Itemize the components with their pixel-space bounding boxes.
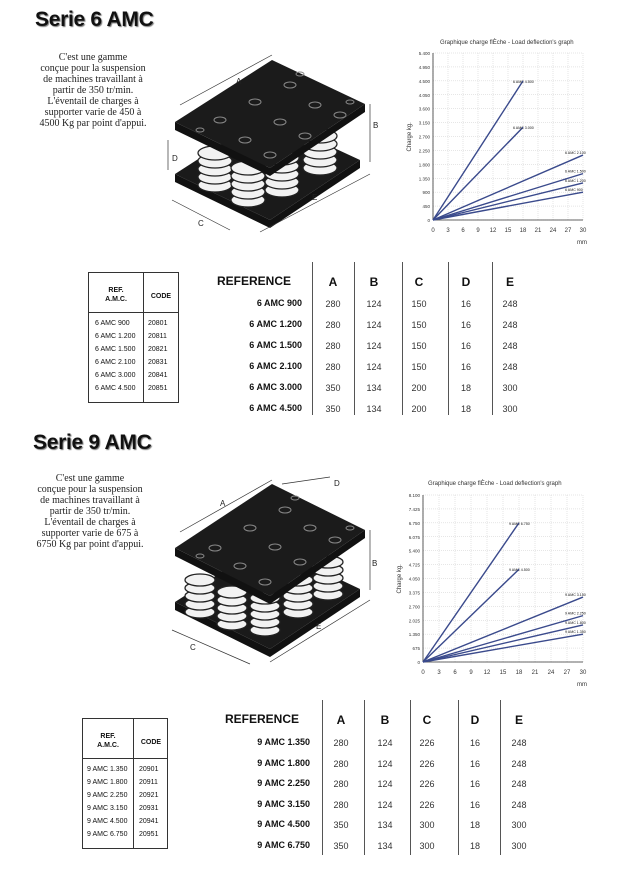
ref-table-reference-cell: 6 AMC 3.000: [249, 382, 302, 392]
ref-table-value-cell: 150: [411, 299, 427, 309]
description-line: conçue pour la suspension: [40, 63, 146, 74]
code-table-ref-cell: 6 AMC 900: [95, 320, 130, 327]
ref-table-header: A: [336, 713, 346, 727]
code-table-code-cell: 20921: [139, 792, 159, 799]
ref-table-value-cell: 16: [469, 779, 480, 789]
ref-table-value-cell: 16: [460, 341, 471, 351]
description-line: partir de 350 tr/min.: [49, 506, 131, 517]
code-table-code-cell: 20951: [139, 831, 159, 838]
y-tick-label: 4.725: [408, 562, 420, 568]
code-table-ref-cell: 9 AMC 1.350: [87, 766, 128, 773]
code-table-ref-cell: 6 AMC 1.200: [95, 333, 136, 340]
x-tick-label: 6: [453, 670, 457, 676]
ref-table-value-cell: 124: [377, 758, 393, 769]
code-table-ref-cell: 6 AMC 1.500: [95, 346, 136, 353]
series-label: 6 AMC 2.100: [565, 151, 586, 156]
ref-table-value-cell: 248: [511, 799, 527, 810]
ref-table-value-cell: 248: [511, 779, 527, 789]
ref-table-value-cell: 16: [469, 758, 480, 769]
series-label: 6 AMC 900: [565, 188, 583, 193]
code-table-ref-cell: 6 AMC 4.500: [95, 385, 136, 392]
ref-table-value-cell: 124: [366, 362, 382, 372]
table-column-divider: [322, 700, 323, 855]
dim-label-e: E: [312, 193, 318, 202]
x-tick-label: 3: [437, 670, 441, 676]
ref-table-value-cell: 300: [419, 820, 435, 830]
y-tick-label: 450: [422, 204, 430, 210]
table-column-divider: [458, 700, 459, 855]
code-table-ref-header: [83, 732, 133, 750]
ref-table-value-cell: 300: [511, 820, 527, 830]
ref-table-header: D: [470, 713, 480, 727]
ref-table-value-cell: 124: [366, 341, 382, 351]
code-table-code-cell: 20911: [139, 779, 158, 786]
ref-table-value-cell: 226: [419, 779, 435, 789]
ref-table-value-cell: 18: [460, 404, 471, 414]
code-table-ref-cell: 9 AMC 2.250: [87, 792, 128, 799]
dim-label-e: E: [316, 622, 322, 631]
description-line: C'est une gamme: [55, 473, 125, 484]
code-table-code-cell: 20851: [148, 385, 168, 392]
x-tick-label: 18: [519, 228, 527, 234]
code-table-code-cell: 20941: [139, 818, 159, 825]
ref-table-header: C: [422, 713, 432, 727]
series-label: 6 AMC 4.500: [513, 79, 534, 84]
code-table-code-cell: 20931: [139, 805, 159, 812]
ref-table-value-cell: 350: [325, 404, 341, 414]
ref-table-header-reference: REFERENCE: [217, 274, 292, 288]
series-label: 9 AMC 1.800: [565, 620, 586, 625]
y-tick-label: 1.350: [418, 176, 430, 182]
ref-table-value-cell: 16: [460, 362, 471, 372]
dim-label-a: A: [220, 499, 226, 508]
series-line: [423, 597, 583, 662]
dim-label-d: D: [334, 479, 340, 488]
series-label: 6 AMC 3.000: [513, 126, 534, 131]
ref-table-reference-cell: 6 AMC 2.100: [249, 361, 302, 371]
ref-table-value-cell: 18: [469, 840, 480, 851]
dim-label-b: B: [372, 559, 378, 568]
description-line: de machines travaillant à: [40, 495, 140, 506]
y-tick-label: 4.050: [408, 576, 420, 582]
ref-table-value-cell: 134: [377, 840, 393, 851]
ref-table-value-cell: 350: [325, 383, 341, 393]
ref-table-header: B: [380, 713, 390, 727]
table-column-divider: [364, 700, 365, 855]
ref-table-reference-cell: 9 AMC 1.800: [257, 757, 310, 768]
ref-table-header: D: [461, 275, 471, 289]
code-table-ref-header-line1: REF.: [108, 287, 124, 294]
x-tick-label: 21: [534, 228, 542, 234]
code-table-row: [83, 789, 167, 802]
x-axis-label: mm: [577, 240, 587, 246]
y-tick-label: 4.950: [418, 64, 430, 70]
dim-label-d: D: [172, 154, 178, 163]
series-label: 9 AMC 1.350: [565, 630, 586, 635]
x-tick-label: 24: [547, 670, 555, 676]
description-line: supporter varie de 675 à: [41, 528, 139, 539]
y-tick-label: 4.050: [418, 92, 430, 98]
ref-table-value-cell: 150: [411, 320, 427, 330]
x-tick-label: 27: [564, 228, 572, 234]
chart-2-title: Graphique charge flÈche - Load deflection's graph: [428, 481, 562, 487]
x-tick-label: 0: [421, 670, 425, 676]
description-line: 4500 Kg par point d'appui.: [39, 118, 147, 129]
ref-table-value-cell: 16: [469, 799, 480, 810]
x-tick-label: 6: [461, 228, 465, 234]
y-tick-label: 2.700: [418, 134, 430, 140]
x-tick-label: 9: [469, 670, 473, 676]
description-line: L'éventail de charges à: [47, 96, 139, 107]
ref-table-value-cell: 350: [333, 820, 349, 830]
ref-table-value-cell: 124: [377, 738, 393, 748]
y-tick-label: 4.500: [418, 78, 430, 84]
ref-table-value-cell: 248: [511, 758, 527, 769]
ref-table-value-cell: 280: [325, 362, 341, 372]
ref-table-reference-cell: 9 AMC 2.250: [257, 778, 310, 788]
dim-label-b: B: [373, 121, 379, 130]
y-tick-label: 2.250: [418, 148, 430, 154]
x-tick-label: 21: [531, 670, 539, 676]
y-tick-label: 675: [412, 646, 420, 652]
ref-table-value-cell: 134: [366, 383, 382, 393]
ref-table-value-cell: 350: [333, 840, 349, 851]
y-tick-label: 3.150: [418, 120, 430, 126]
ref-table-value-cell: 300: [502, 404, 518, 414]
description-line: 6750 Kg par point d'appui.: [36, 539, 144, 550]
ref-table-value-cell: 150: [411, 362, 427, 372]
spring: [185, 574, 215, 618]
code-table-row: [83, 828, 167, 841]
serie-9-product-illustration: [160, 472, 400, 667]
ref-table-value-cell: 248: [502, 320, 518, 330]
dim-label-a: A: [236, 77, 242, 86]
ref-table-value-cell: 280: [325, 341, 341, 351]
ref-table-value-cell: 134: [366, 404, 382, 414]
ref-table-value-cell: 150: [411, 341, 427, 351]
code-table-row: [83, 802, 167, 815]
ref-table-header: B: [369, 275, 379, 289]
y-tick-label: 1.350: [408, 632, 420, 638]
code-table-ref-cell: 9 AMC 1.800: [87, 779, 128, 786]
ref-table-value-cell: 280: [325, 299, 341, 309]
chart-1-title: Graphique charge flÈche - Load deflection's graph: [440, 40, 574, 46]
y-tick-label: 5.400: [418, 51, 430, 56]
y-tick-label: 3.600: [418, 106, 430, 112]
dim-label-c: C: [190, 643, 196, 652]
serie-9-title: Serie 9 AMC: [33, 431, 152, 454]
table-column-divider: [500, 700, 501, 855]
ref-table-value-cell: 16: [469, 738, 480, 748]
series-label: 9 AMC 3.150: [565, 593, 586, 598]
dim-label-c: C: [198, 219, 204, 228]
description-line: C'est une gamme: [58, 52, 128, 63]
y-tick-label: 900: [422, 190, 430, 196]
y-tick-label: 0: [417, 660, 420, 665]
series-label: 9 AMC 2.250: [565, 611, 586, 616]
code-table-row: [83, 763, 167, 776]
serie-9-code-table: [82, 718, 168, 849]
y-tick-label: 0: [427, 218, 430, 223]
ref-table-header: A: [328, 275, 338, 289]
ref-table-value-cell: 16: [460, 320, 471, 330]
serie-9-description: [25, 473, 155, 550]
code-table-ref-cell: 9 AMC 6.750: [87, 831, 128, 838]
x-tick-label: 12: [483, 670, 491, 676]
y-tick-label: 2.700: [408, 604, 420, 610]
ref-table-reference-cell: 9 AMC 6.750: [257, 839, 310, 850]
ref-table-reference-cell: 6 AMC 900: [256, 298, 302, 308]
ref-table-reference-cell: 6 AMC 1.500: [249, 340, 302, 350]
description-line: L'éventail de charges à: [44, 517, 136, 528]
series-label: 9 AMC 4.500: [509, 568, 530, 573]
series-label: 6 AMC 1.200: [565, 178, 586, 183]
chart-2-load-deflection: [383, 490, 598, 690]
x-tick-label: 0: [431, 228, 435, 234]
ref-table-value-cell: 300: [419, 840, 435, 851]
ref-table-value-cell: 124: [366, 320, 382, 330]
description-line: partir de 350 tr/min.: [52, 85, 134, 96]
series-label: 6 AMC 1.500: [565, 169, 586, 174]
description-line: supporter varie de 450 à: [44, 107, 142, 118]
y-tick-label: 5.400: [408, 548, 420, 554]
ref-table-value-cell: 280: [333, 758, 349, 769]
y-axis-label: Charge kg.: [407, 122, 413, 152]
y-tick-label: 1.800: [418, 162, 430, 168]
ref-table-reference-cell: 6 AMC 4.500: [249, 403, 302, 413]
code-table-code-cell: 20841: [148, 372, 168, 379]
ref-table-reference-cell: 6 AMC 1.200: [249, 319, 302, 329]
ref-table-header: C: [414, 275, 424, 289]
ref-table-value-cell: 124: [377, 779, 393, 789]
ref-table-reference-cell: 9 AMC 1.350: [257, 737, 310, 747]
x-tick-label: 18: [515, 670, 523, 676]
x-tick-label: 15: [499, 670, 507, 676]
ref-table-value-cell: 200: [411, 404, 427, 414]
ref-table-value-cell: 18: [469, 820, 480, 830]
ref-table-value-cell: 200: [411, 383, 427, 393]
ref-table-value-cell: 16: [460, 299, 471, 309]
x-tick-label: 27: [563, 670, 571, 676]
code-table-ref-header-line2: A.M.C.: [97, 742, 119, 749]
ref-table-reference-cell: 9 AMC 3.150: [257, 798, 310, 809]
ref-table-value-cell: 226: [419, 758, 435, 769]
code-table-ref-header-line2: A.M.C.: [105, 296, 127, 303]
serie-6-title: Serie 6 AMC: [35, 8, 154, 31]
ref-table-value-cell: 124: [366, 299, 382, 309]
code-table-ref-cell: 6 AMC 3.000: [95, 372, 136, 379]
ref-table-value-cell: 280: [325, 320, 341, 330]
ref-table-value-cell: 134: [377, 820, 393, 830]
code-table-ref-header-line1: REF.: [100, 733, 116, 740]
ref-table-value-cell: 248: [502, 341, 518, 351]
x-axis-label: mm: [577, 682, 587, 688]
ref-table-value-cell: 300: [511, 840, 527, 851]
ref-table-value-cell: 280: [333, 799, 349, 810]
y-axis-label: Charge kg.: [397, 564, 403, 594]
code-table-code-cell: 20811: [148, 333, 167, 340]
ref-table-reference-cell: 9 AMC 4.500: [257, 819, 310, 829]
ref-table-header: E: [514, 713, 523, 727]
ref-table-value-cell: 300: [502, 383, 518, 393]
code-table-row: [83, 776, 167, 789]
ref-table-value-cell: 248: [502, 299, 518, 309]
ref-table-value-cell: 248: [511, 738, 527, 748]
x-tick-label: 30: [579, 228, 587, 234]
x-tick-label: 30: [579, 670, 587, 676]
y-tick-label: 7.425: [408, 506, 420, 512]
description-line: conçue pour la suspension: [37, 484, 143, 495]
x-tick-label: 3: [446, 228, 450, 234]
serie-6-reference-table: [0, 0, 631, 430]
ref-table-value-cell: 18: [460, 383, 471, 393]
code-table-code-cell: 20801: [148, 320, 168, 327]
ref-table-value-cell: 280: [333, 779, 349, 789]
ref-table-value-cell: 248: [502, 362, 518, 372]
ref-table-header: E: [505, 275, 514, 289]
code-table-code-cell: 20831: [148, 359, 168, 366]
code-table-code-cell: 20821: [148, 346, 168, 353]
table-column-divider: [410, 700, 411, 855]
x-tick-label: 9: [476, 228, 480, 234]
y-tick-label: 3.375: [408, 590, 420, 596]
x-tick-label: 24: [549, 228, 557, 234]
ref-table-value-cell: 226: [419, 799, 435, 810]
ref-table-value-cell: 124: [377, 799, 393, 810]
code-table-ref-cell: 6 AMC 2.100: [95, 359, 136, 366]
series-line: [423, 625, 583, 662]
code-table-row: [83, 815, 167, 828]
y-tick-label: 8.100: [408, 493, 420, 498]
y-tick-label: 6.750: [408, 520, 420, 526]
ref-table-value-cell: 226: [419, 738, 435, 748]
spring: [217, 586, 247, 630]
code-table-ref-cell: 9 AMC 3.150: [87, 805, 128, 812]
ref-table-value-cell: 280: [333, 738, 349, 748]
y-tick-label: 2.025: [408, 618, 420, 624]
description-line: de machines travaillant à: [43, 74, 143, 85]
code-table-code-header: CODE: [140, 739, 162, 746]
y-tick-label: 6.075: [408, 534, 420, 540]
x-tick-label: 15: [504, 228, 512, 234]
series-label: 9 AMC 6.750: [509, 521, 530, 526]
code-table-ref-cell: 9 AMC 4.500: [87, 818, 128, 825]
code-table-code-header: CODE: [150, 293, 172, 300]
code-table-code-cell: 20901: [139, 766, 159, 773]
ref-table-header-reference: REFERENCE: [225, 712, 300, 726]
x-tick-label: 12: [489, 228, 497, 234]
